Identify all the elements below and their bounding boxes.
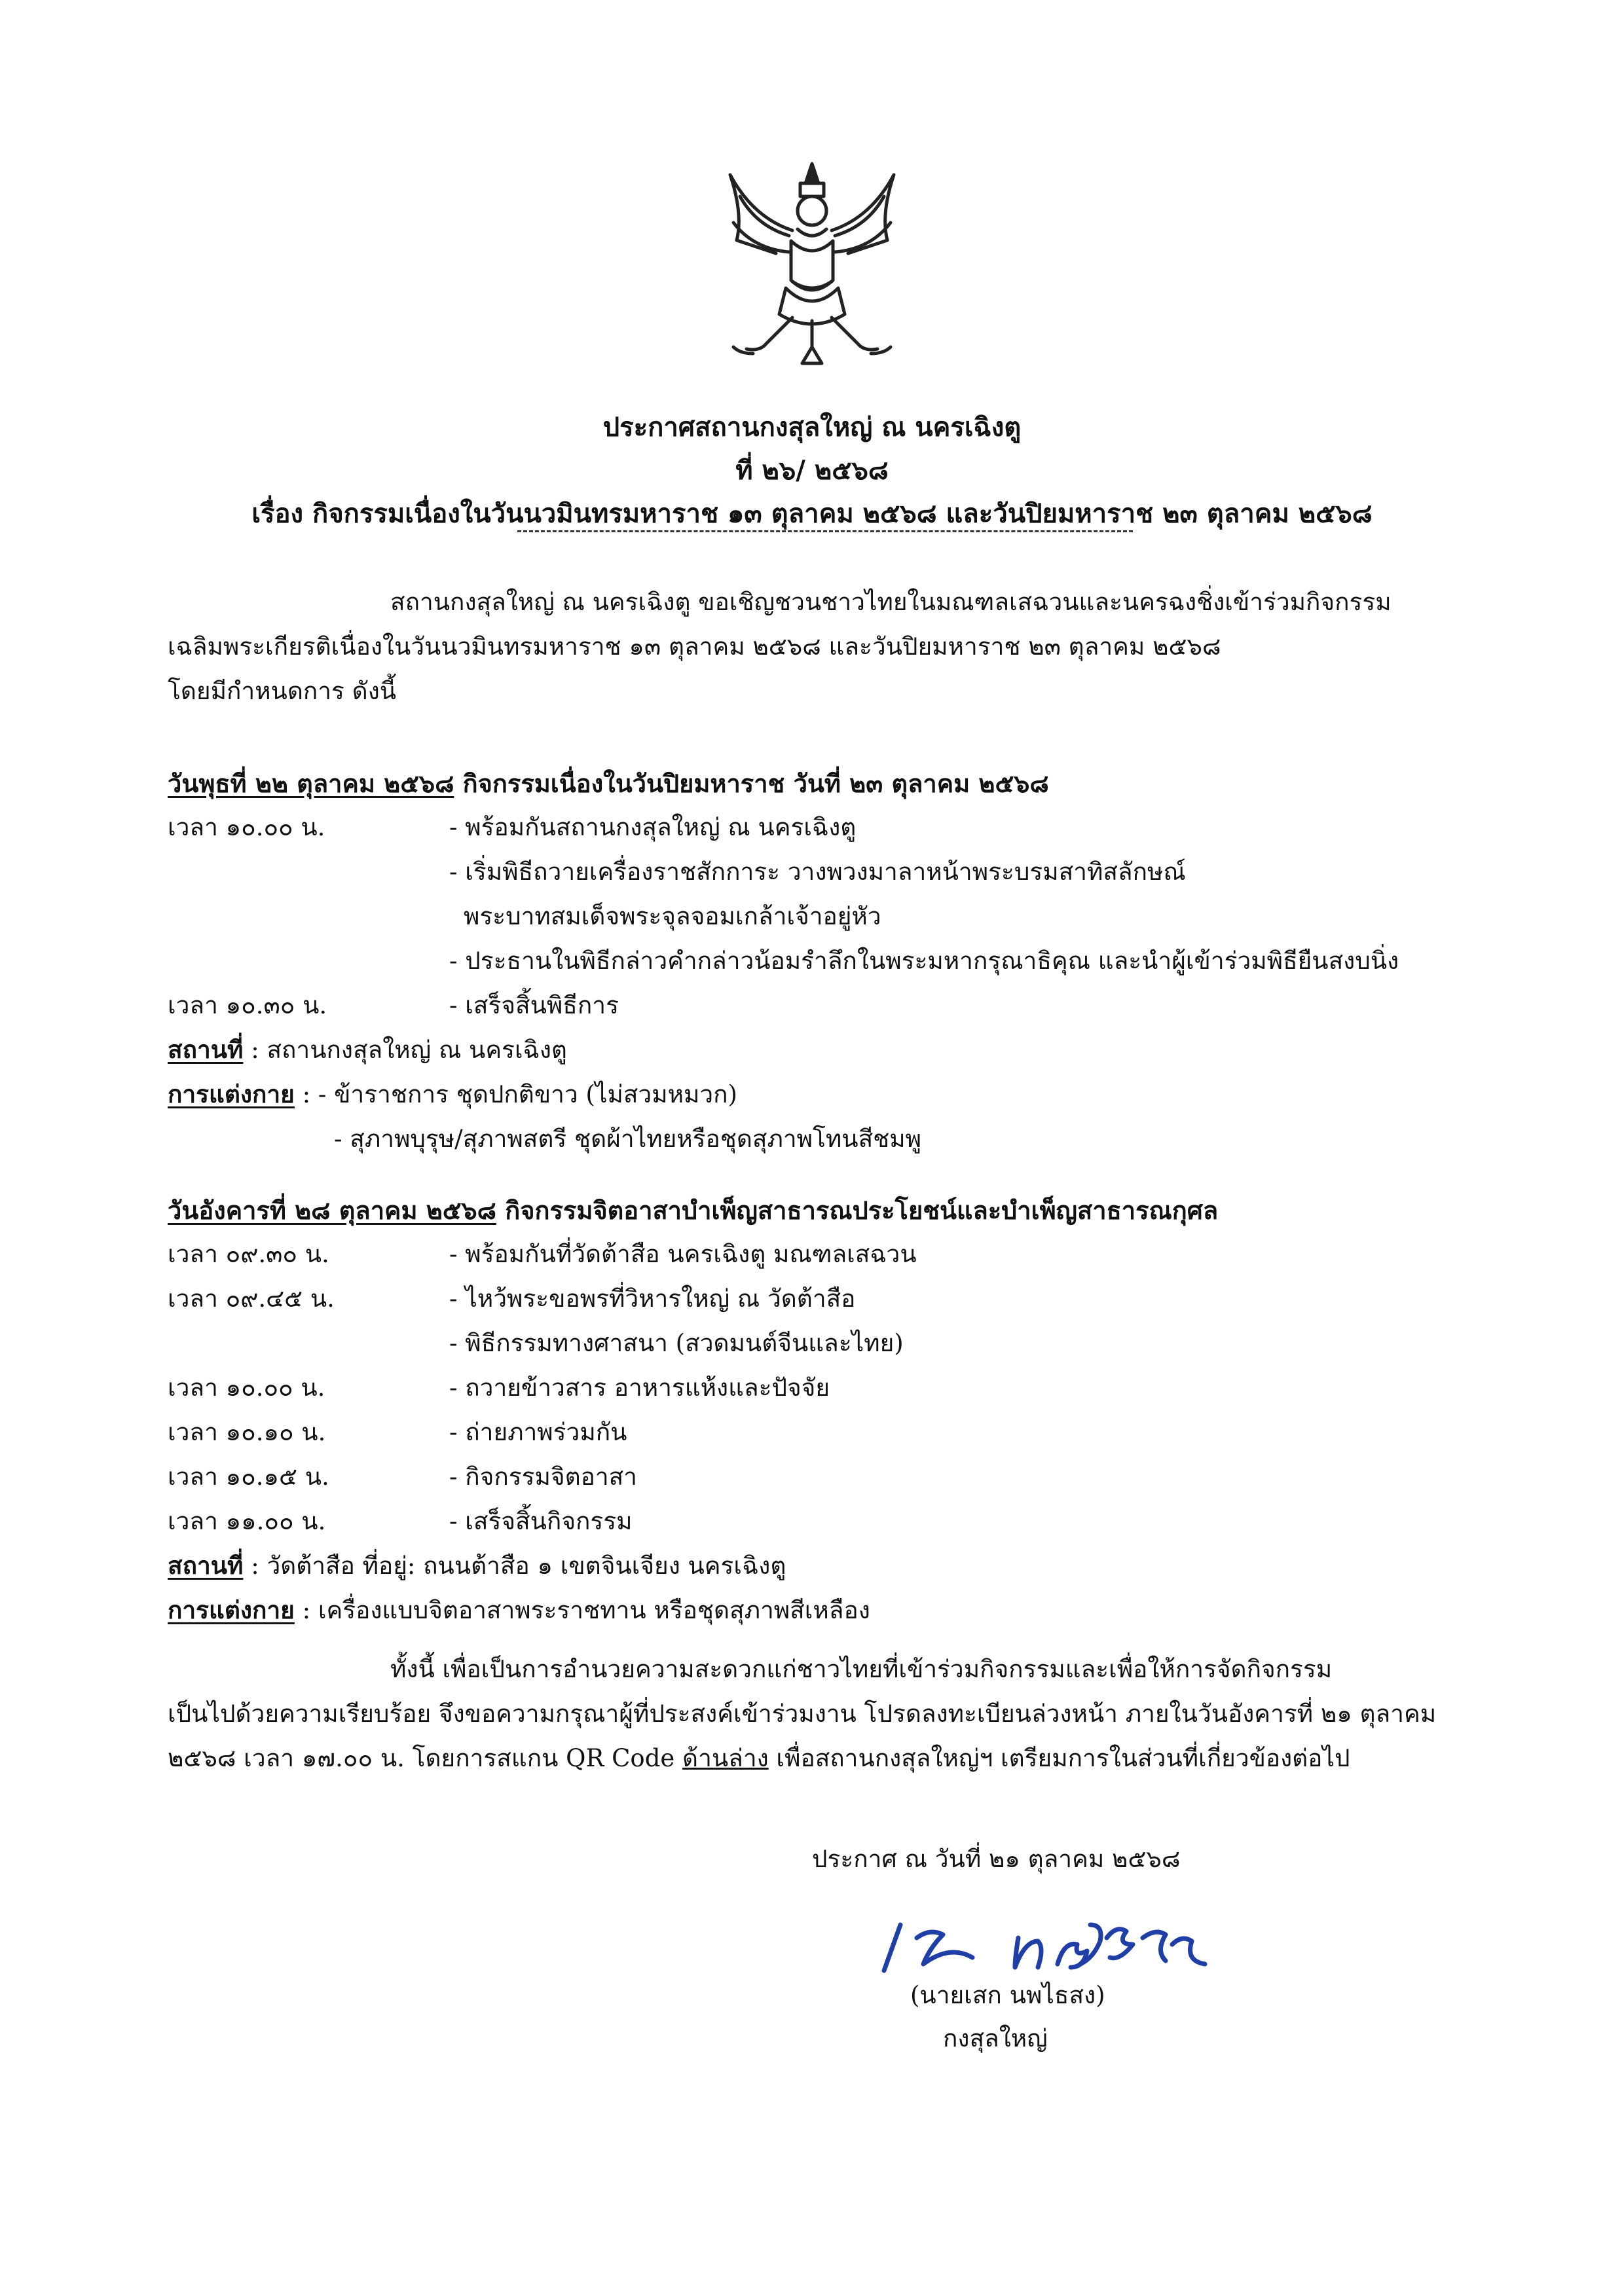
closing-line: ทั้งนี้ เพื่อเป็นการอำนวยความสะดวกแก่ชาวไทยที่เข้าร่วมกิจกรรมและเพื่อให้การจัดกิจกรรม (390, 1655, 1333, 1683)
dress-value: : - ข้าราชการ ชุดปกติขาว (ไม่สวมหมวก) (294, 1080, 737, 1108)
section2-place (168, 1546, 786, 1585)
schedule-time: เวลา ๑๐.๓๐ น. (168, 991, 327, 1019)
schedule-time: เวลา ๑๐.๐๐ น. (168, 1374, 325, 1402)
schedule-time: เวลา ๑๑.๐๐ น. (168, 1507, 326, 1535)
schedule-time: เวลา ๐๙.๔๕ น. (168, 1285, 335, 1313)
schedule-time: เวลา ๑๐.๑๐ น. (168, 1418, 326, 1446)
schedule-row (168, 1413, 627, 1451)
schedule-row (168, 808, 856, 847)
signatory-name: (นายเสก นพไธสง) (910, 1981, 1105, 2009)
closing-text: ๒๕๖๘ เวลา ๑๗.๐๐ น. โดยการสแกน QR Code (168, 1744, 683, 1772)
closing-text: เพื่อสถานกงสุลใหญ่ฯ เตรียมการในส่วนที่เกี่ยวข้องต่อไป (768, 1744, 1350, 1772)
place-value: : วัดต้าสือ ที่อยู่: ถนนต้าสือ ๑ เขตจินเจียง นครเฉิงตู (243, 1552, 786, 1580)
schedule-row (168, 1368, 830, 1407)
schedule-row (168, 1457, 637, 1496)
dress-label: การแต่งกาย (168, 1595, 295, 1624)
dress-label: การแต่งกาย (168, 1080, 295, 1108)
section1-dress (168, 1075, 737, 1114)
dashed-divider (517, 530, 1133, 532)
schedule-time: เวลา ๑๐.๑๕ น. (168, 1463, 329, 1491)
closing-line: เป็นไปด้วยความเรียบร้อย จึงขอความกรุณาผู้ที่ประสงค์เข้าร่วมงาน โปรดลงทะเบียนล่วงหน้า ภายในวันอังคารที่ ๒๑ ตุลาคม (168, 1700, 1437, 1728)
schedule-desc: - พร้อมกันสถานกงสุลใหญ่ ณ นครเฉิงตู (449, 813, 857, 841)
closing-paragraph (168, 1647, 1464, 1781)
dress-value: : เครื่องแบบจิตอาสาพระราชทาน หรือชุดสุภาพสีเหลือง (294, 1596, 870, 1624)
schedule-row (168, 852, 1186, 891)
schedule-desc: - ไหว้พระขอพรที่วิหารใหญ่ ณ วัดต้าสือ (449, 1285, 856, 1313)
section1-dress-line2: - สุภาพบุรุษ/สุภาพสตรี ชุดผ้าไทยหรือชุดสุภาพโทนสีชมพู (334, 1125, 922, 1153)
schedule-desc: - ถ่ายภาพร่วมกัน (449, 1418, 627, 1446)
section2-heading (168, 1190, 1218, 1230)
schedule-row (168, 1235, 917, 1273)
schedule-row (168, 941, 1399, 980)
schedule-desc: - เสร็จสิ้นพิธีการ (449, 991, 619, 1019)
schedule-desc: - เสร็จสิ้นกิจกรรม (449, 1507, 633, 1535)
section1-heading (168, 763, 1049, 803)
schedule-time: เวลา ๐๙.๓๐ น. (168, 1240, 329, 1268)
schedule-desc: - กิจกรรมจิตอาสา (449, 1463, 637, 1491)
announcement-subject: เรื่อง กิจกรรมเนื่องในวันนวมินทรมหาราช ๑๓ ตุลาคม ๒๕๖๘ และวันปิยมหาราช ๒๓ ตุลาคม ๒๕๖๘ (251, 498, 1373, 529)
schedule-row (168, 1324, 904, 1362)
section1-place (168, 1030, 567, 1069)
schedule-desc: พระบาทสมเด็จพระจุลจอมเกล้าเจ้าอยู่หัว (464, 902, 881, 930)
section2-title: กิจกรรมจิตอาสาบำเพ็ญสาธารณประโยชน์และบำเพ็ญสาธารณกุศล (496, 1195, 1219, 1225)
closing-underlined: ด้านล่าง (682, 1744, 769, 1772)
intro-paragraph (168, 580, 1464, 714)
place-label: สถานที่ (168, 1551, 244, 1580)
announcement-title: ประกาศสถานกงสุลใหญ่ ณ นครเฉิงตู (602, 412, 1022, 443)
intro-line: สถานกงสุลใหญ่ ณ นครเฉิงตู ขอเชิญชวนชาวไทยในมณฑลเสฉวนและนครฉงชิ่งเข้าร่วมกิจกรรม (390, 588, 1392, 616)
place-value: : สถานกงสุลใหญ่ ณ นครเฉิงตู (243, 1036, 567, 1064)
schedule-desc: - พิธีกรรมทางศาสนา (สวดมนต์จีนและไทย) (449, 1329, 904, 1357)
schedule-row (168, 1502, 633, 1540)
announcement-number: ที่ ๒๖/ ๒๕๖๘ (735, 455, 889, 486)
section1-title: กิจกรรมเนื่องในวันปิยมหาราช วันที่ ๒๓ ตุลาคม ๒๕๖๘ (454, 769, 1049, 798)
section2-dress (168, 1591, 870, 1630)
schedule-desc: - ถวายข้าวสาร อาหารแห้งและปัจจัย (449, 1374, 830, 1402)
schedule-desc: - ประธานในพิธีกล่าวคำกล่าวน้อมรำลึกในพระมหากรุณาธิคุณ และนำผู้เข้าร่วมพิธียืนสงบนิ่ง (449, 947, 1399, 975)
schedule-row (168, 1279, 855, 1318)
intro-line: เฉลิมพระเกียรติเนื่องในวันนวมินทรมหาราช ๑๓ ตุลาคม ๒๕๖๘ และวันปิยมหาราช ๒๓ ตุลาคม ๒๕๖๘ (168, 632, 1221, 661)
announcement-date: ประกาศ ณ วันที่ ๒๑ ตุลาคม ๒๕๖๘ (812, 1845, 1181, 1873)
place-label: สถานที่ (168, 1035, 244, 1064)
section1-date: วันพุธที่ ๒๒ ตุลาคม ๒๕๖๘ (168, 769, 454, 798)
schedule-time: เวลา ๑๐.๐๐ น. (168, 813, 325, 841)
section2-date: วันอังคารที่ ๒๘ ตุลาคม ๒๕๖๘ (168, 1195, 496, 1225)
signatory-position: กงสุลใหญ่ (943, 2024, 1048, 2052)
closing-line (168, 1736, 1464, 1781)
intro-line: โดยมีกำหนดการ ดังนี้ (168, 677, 397, 705)
schedule-row (168, 986, 619, 1025)
garuda-emblem-icon (714, 157, 910, 373)
schedule-row (168, 897, 881, 936)
schedule-desc: - พร้อมกันที่วัดต้าสือ นครเฉิงตู มณฑลเสฉวน (449, 1240, 917, 1268)
schedule-desc: - เริ่มพิธีถวายเครื่องราชสักการะ วางพวงมาลาหน้าพระบรมสาทิสลักษณ์ (449, 858, 1186, 886)
